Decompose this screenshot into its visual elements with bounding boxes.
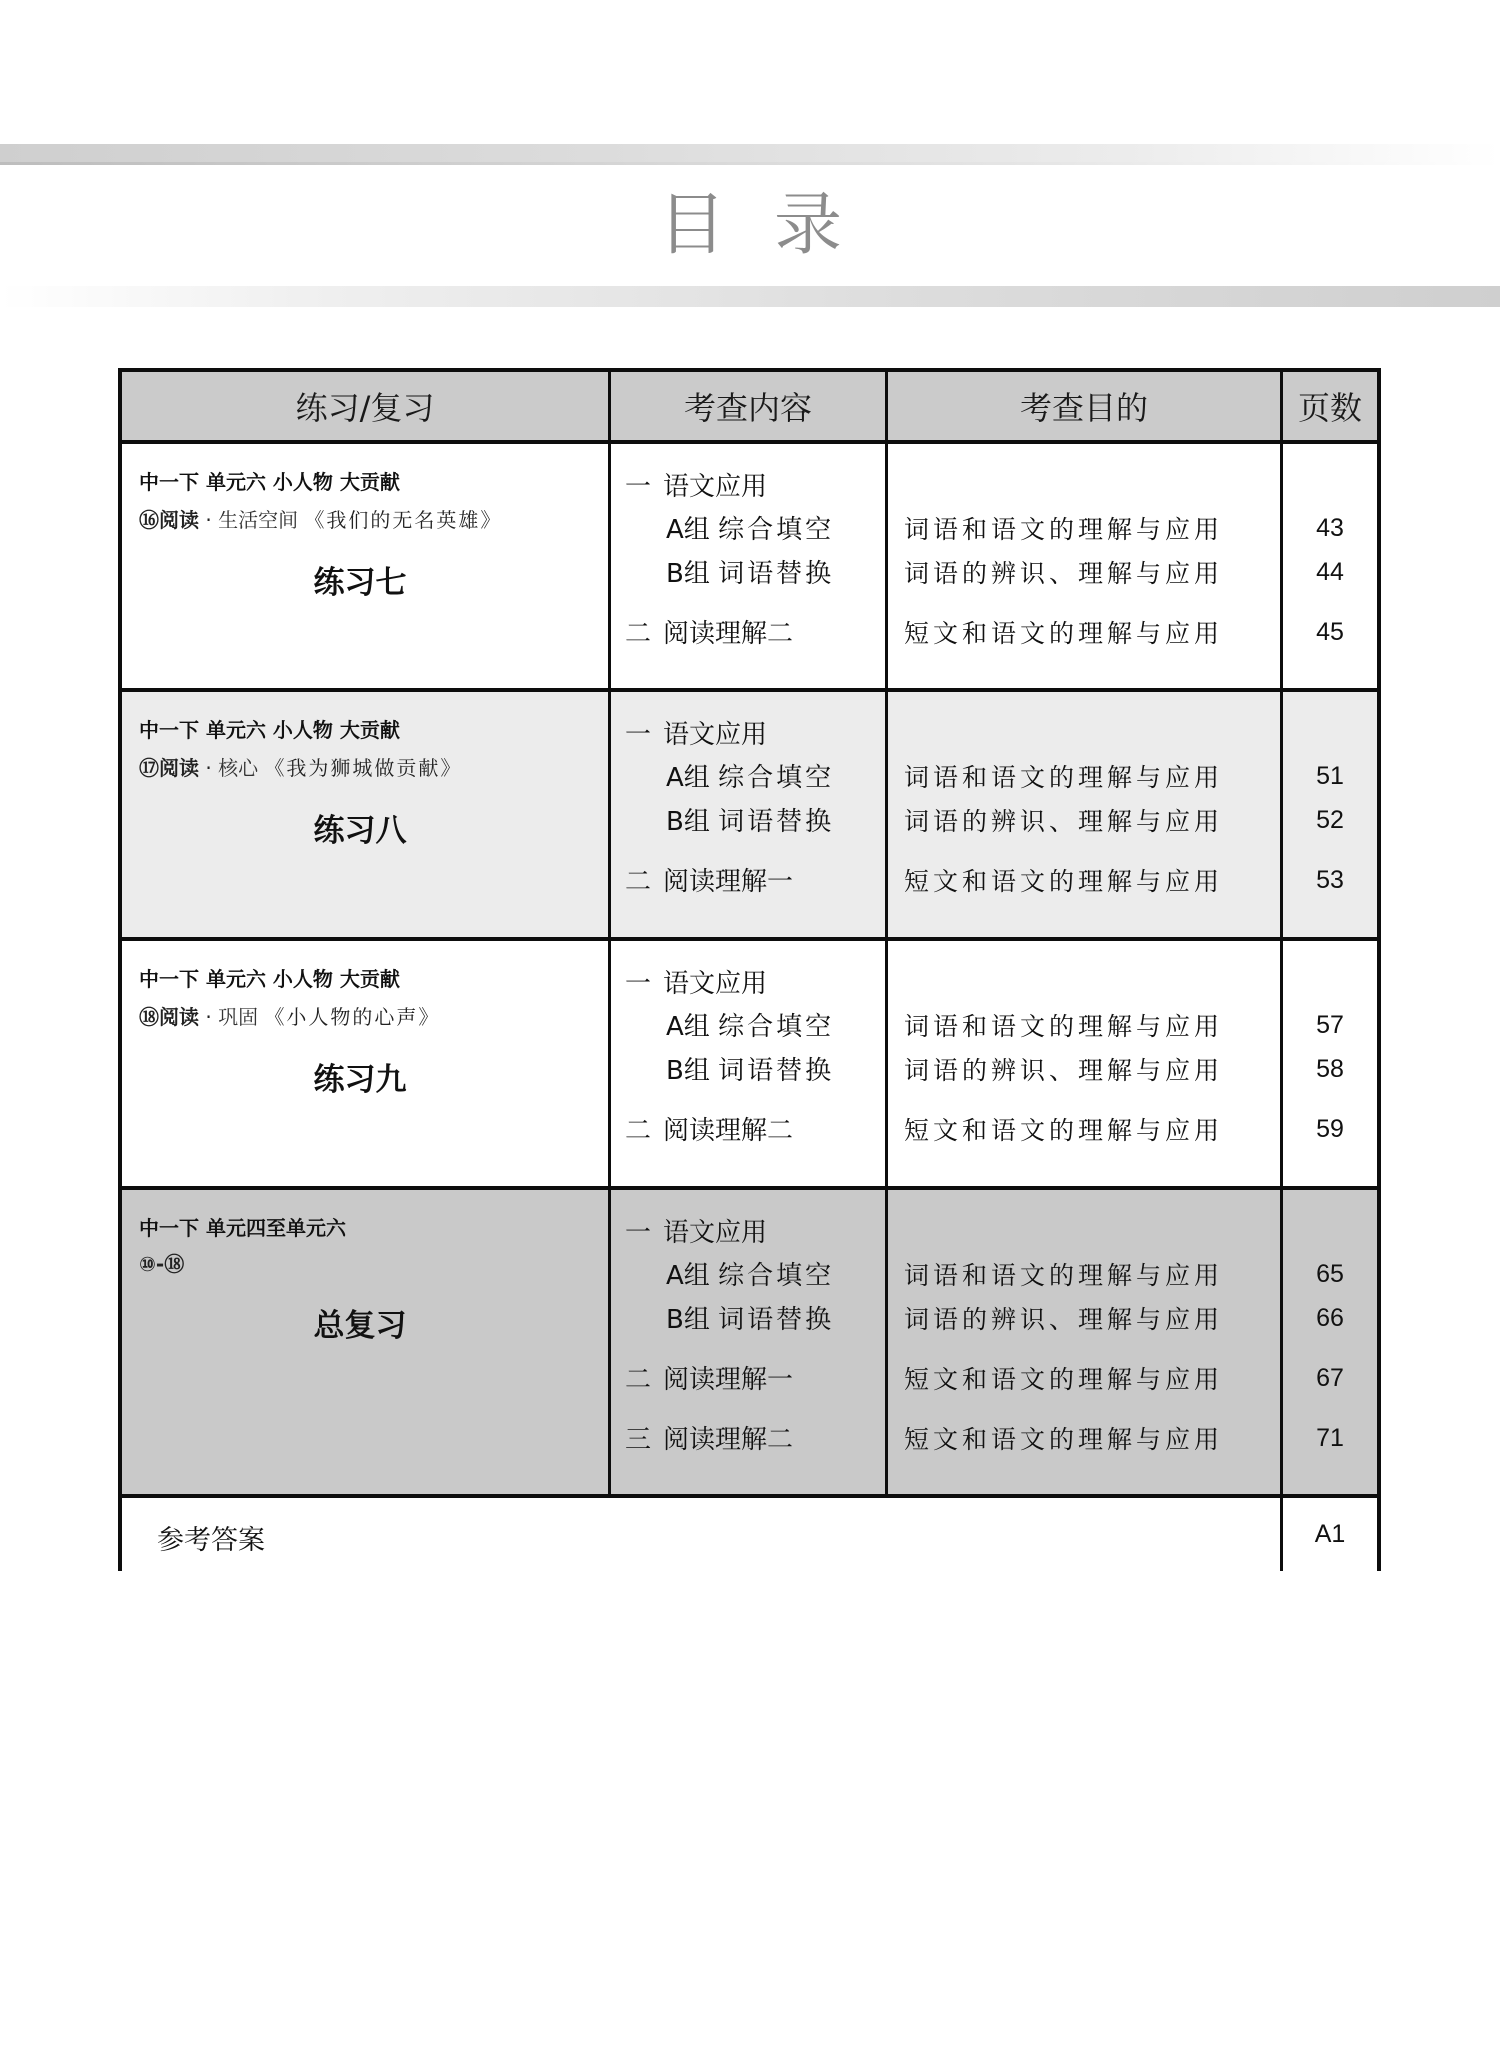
content-item: 一 语文应用 [625, 472, 768, 502]
content-item: 二 阅读理解二 [625, 1116, 794, 1146]
page-title: 目录 [657, 186, 890, 265]
content-item: 二 阅读理解一 [625, 867, 794, 897]
answers-cell [122, 1498, 1283, 1571]
reading-story: 《我们的无名英雄》 [304, 508, 503, 532]
answers-label[interactable]: 参考答案 [157, 1525, 265, 1556]
content-item: 一 语文应用 [625, 1218, 768, 1248]
purpose-text: 短文和语文的理解与应用 [904, 1365, 1224, 1394]
content-cell [611, 941, 888, 1186]
purpose-text: 短文和语文的理解与应用 [904, 1116, 1224, 1145]
page-cell [1283, 692, 1377, 937]
reading-tag: 阅读 [159, 1005, 199, 1029]
content-item: B组 词语替换 [666, 807, 835, 837]
reading-story: 《小人物的心声》 [264, 1005, 441, 1029]
purpose-cell [888, 692, 1283, 937]
reading-tag: 阅读 [159, 508, 199, 532]
page-number[interactable]: 66 [1316, 1304, 1344, 1332]
reading-label [139, 752, 462, 781]
table-header [122, 372, 1377, 444]
reading-category: 核心 [218, 756, 259, 780]
purpose-text: 词语的辨识、理解与应用 [904, 807, 1224, 836]
reading-number: ⑯ [139, 508, 159, 532]
reading-range-text: ⑩-⑱ [139, 1252, 185, 1276]
unit-label: 中一下 单元四至单元六 [139, 1216, 346, 1240]
page-number[interactable]: 58 [1316, 1055, 1344, 1083]
content-item: 三 阅读理解二 [625, 1425, 794, 1455]
exercise-cell [122, 692, 611, 937]
purpose-text: 词语和语文的理解与应用 [904, 763, 1224, 792]
header-band-bottom [0, 286, 1500, 307]
header-content: 考查内容 [611, 372, 888, 440]
reading-label [139, 504, 502, 533]
header-purpose: 考查目的 [888, 372, 1283, 440]
reading-label [139, 1001, 440, 1030]
content-cell [611, 692, 888, 937]
purpose-text: 短文和语文的理解与应用 [904, 1425, 1224, 1454]
toc-row-exercise-8[interactable] [122, 692, 1377, 941]
purpose-cell [888, 444, 1283, 688]
page-number[interactable]: 44 [1316, 558, 1344, 586]
content-item: 一 语文应用 [625, 720, 768, 750]
content-item: 二 阅读理解二 [625, 619, 794, 649]
toc-row-general-review[interactable] [122, 1190, 1377, 1498]
page-cell [1283, 941, 1377, 1186]
page-number[interactable]: 52 [1316, 806, 1344, 834]
page-number[interactable]: 45 [1316, 618, 1344, 646]
purpose-cell [888, 941, 1283, 1186]
toc-row-exercise-9[interactable] [122, 941, 1377, 1190]
toc-row-answers[interactable] [122, 1498, 1377, 1571]
content-cell [611, 444, 888, 688]
unit-label: 中一下 单元六 小人物 大贡献 [139, 470, 400, 494]
header-band-top [0, 144, 1500, 165]
exercise-cell [122, 941, 611, 1186]
content-item: B组 词语替换 [666, 1056, 835, 1086]
page-number[interactable]: 71 [1316, 1424, 1344, 1452]
reading-story: 《我为狮城做贡献》 [264, 756, 463, 780]
page-number[interactable]: 53 [1316, 866, 1344, 894]
exercise-title[interactable]: 练习九 [313, 1062, 407, 1098]
purpose-cell [888, 1190, 1283, 1494]
purpose-text: 词语的辨识、理解与应用 [904, 1056, 1224, 1085]
content-item: A组 综合填空 [666, 515, 835, 545]
page-number[interactable]: A1 [1314, 1520, 1346, 1548]
content-item: B组 词语替换 [666, 1305, 835, 1335]
purpose-text: 词语和语文的理解与应用 [904, 1012, 1224, 1041]
content-item: A组 综合填空 [666, 1261, 835, 1291]
purpose-text: 词语的辨识、理解与应用 [904, 1305, 1224, 1334]
purpose-text: 词语和语文的理解与应用 [904, 515, 1224, 544]
reading-separator: · [199, 756, 219, 780]
page-cell [1283, 1498, 1377, 1571]
header-exercise: 练习/复习 [122, 372, 611, 440]
reading-separator: · [199, 508, 219, 532]
reading-number: ⑰ [139, 756, 159, 780]
page-number[interactable]: 59 [1316, 1115, 1344, 1143]
reading-category: 巩固 [218, 1005, 259, 1029]
page-number[interactable]: 43 [1316, 514, 1344, 542]
content-cell [611, 1190, 888, 1494]
page-cell [1283, 1190, 1377, 1494]
page-number[interactable]: 67 [1316, 1364, 1344, 1392]
reading-number: ⑱ [139, 1005, 159, 1029]
header-page: 页数 [1297, 389, 1362, 427]
page-number[interactable]: 57 [1316, 1011, 1344, 1039]
purpose-text: 短文和语文的理解与应用 [904, 619, 1224, 648]
content-item: A组 综合填空 [666, 763, 835, 793]
content-item: 一 语文应用 [625, 969, 768, 999]
reading-tag: 阅读 [159, 756, 199, 780]
purpose-text: 短文和语文的理解与应用 [904, 867, 1224, 896]
unit-label: 中一下 单元六 小人物 大贡献 [139, 967, 400, 991]
reading-separator: · [199, 1005, 219, 1029]
toc-row-exercise-7[interactable] [122, 444, 1377, 692]
purpose-text: 词语的辨识、理解与应用 [904, 559, 1224, 588]
exercise-cell [122, 444, 611, 688]
page-cell [1283, 444, 1377, 688]
exercise-title[interactable]: 练习七 [313, 565, 407, 601]
unit-label: 中一下 单元六 小人物 大贡献 [139, 718, 400, 742]
page-number[interactable]: 51 [1316, 762, 1344, 790]
reading-category: 生活空间 [218, 508, 299, 532]
table-of-contents [118, 368, 1381, 1571]
content-item: A组 综合填空 [666, 1012, 835, 1042]
page-number[interactable]: 65 [1316, 1260, 1344, 1288]
exercise-cell [122, 1190, 611, 1494]
purpose-text: 词语和语文的理解与应用 [904, 1261, 1224, 1290]
content-item: B组 词语替换 [666, 559, 835, 589]
exercise-title[interactable]: 练习八 [313, 813, 407, 849]
reading-range [139, 1248, 184, 1277]
exercise-title[interactable]: 总复习 [313, 1308, 407, 1344]
content-item: 二 阅读理解一 [625, 1365, 794, 1395]
